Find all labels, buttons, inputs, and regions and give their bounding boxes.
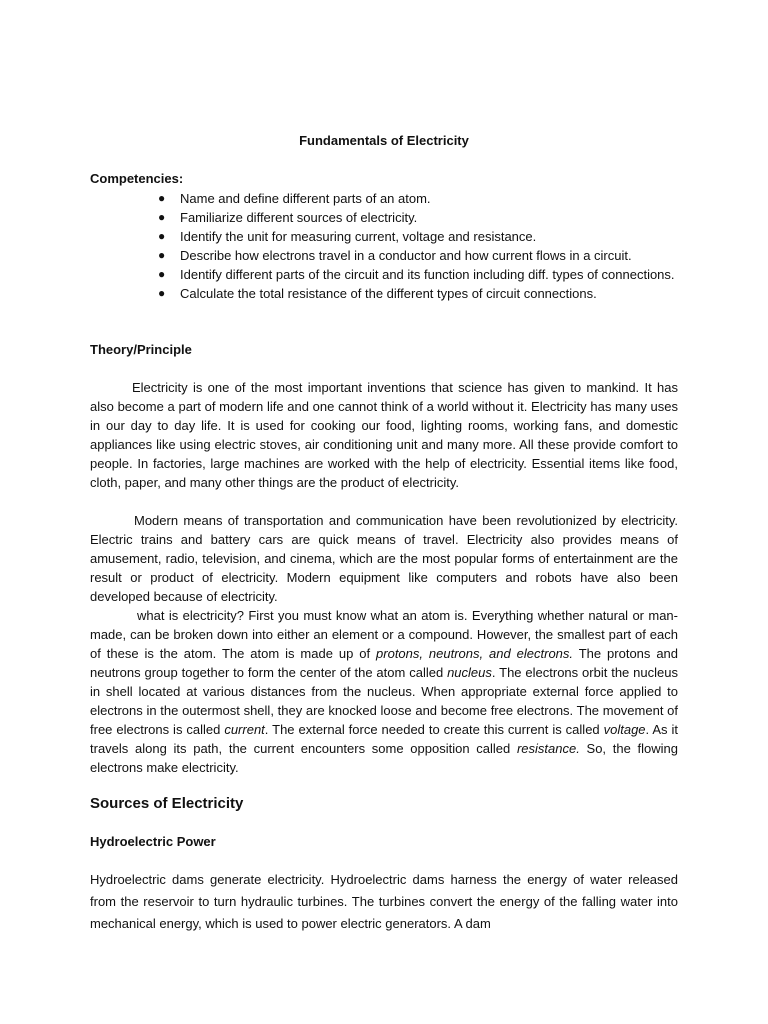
hydroelectric-paragraph: Hydroelectric dams generate electricity. Hydroelectric dams harness the energy of water released from the reservoir to turn hydraulic turbines. The turbines convert the energy of the falling water into mechanical energy, which is used to power electric generators. A dam	[90, 872, 678, 931]
competency-item: ● Familiarize different sources of electricity.	[158, 210, 418, 225]
emphasis-particles: protons, neutrons, and electrons.	[376, 646, 574, 661]
competencies-list	[90, 189, 680, 303]
competency-item: ● Describe how electrons travel in a conductor and how current flows in a circuit.	[158, 248, 632, 263]
competency-item: ● Calculate the total resistance of the different types of circuit connections.	[158, 286, 597, 301]
theory-paragraph-1: Electricity is one of the most important inventions that science has given to mankind. It has also become a part of modern life and one cannot think of a world without it. Electricity has many uses in our day to day life. It is used for cooking our food, lighting rooms, working fans, and domestic appliances like using electric stoves, air conditioning unit and many more. All these provide comfort to people. In factories, large machines are worked with the help of electricity. Essential items like food, cloth, paper, and many other things are the product of electricity.	[90, 380, 678, 490]
bullet-icon: ●	[158, 210, 166, 224]
bullet-icon: ●	[158, 191, 166, 205]
document-title: Fundamentals of Electricity	[299, 133, 469, 148]
bullet-icon: ●	[158, 286, 166, 300]
competencies-heading: Competencies:	[90, 171, 184, 186]
emphasis-voltage: voltage	[603, 722, 646, 737]
bullet-icon: ●	[158, 248, 166, 262]
competency-item: ● Name and define different parts of an atom.	[158, 191, 431, 206]
competency-item: ● Identify the unit for measuring current, voltage and resistance.	[158, 229, 537, 244]
emphasis-current: current	[224, 722, 265, 737]
competency-item: ● Identify different parts of the circuit and its function including diff. types of connections.	[158, 267, 675, 282]
bullet-icon: ●	[158, 267, 166, 281]
emphasis-resistance: resistance.	[516, 741, 580, 756]
theory-paragraph-2: Modern means of transportation and communication have been revolutionized by electricity. Electric trains and battery cars are quick means of travel. Electricity also provides means of amusement, radio, television, and cinema, which are the most popular forms of entertainment are the result or product of electricity. Modern equipment like computers and robots have also been developed because of electricity.	[90, 513, 678, 604]
bullet-icon: ●	[158, 229, 166, 243]
theory-paragraph-3: what is electricity? First you must know what an atom is. Everything whether natural or man-made, can be broken down into either an element or a compound. However, the smallest part of each of these is the atom. The atom is made up of protons, neutrons, and electrons. The protons and neutrons group together to form the center of the atom called nucleus. The electrons orbit the nucleus in shell located at various distances from the nucleus. When appropriate external force applied to electrons in the outermost shell, they are knocked loose and become free electrons. The movement of free electrons is called current. The external force needed to create this current is called voltage. As it travels along its path, the current encounters some opposition called resistance. So, the flowing electrons make electricity.	[90, 608, 679, 775]
emphasis-nucleus: nucleus	[447, 665, 492, 680]
theory-heading: Theory/Principle	[90, 342, 192, 357]
sources-heading: Sources of Electricity	[90, 795, 244, 812]
hydroelectric-heading: Hydroelectric Power	[90, 834, 216, 849]
